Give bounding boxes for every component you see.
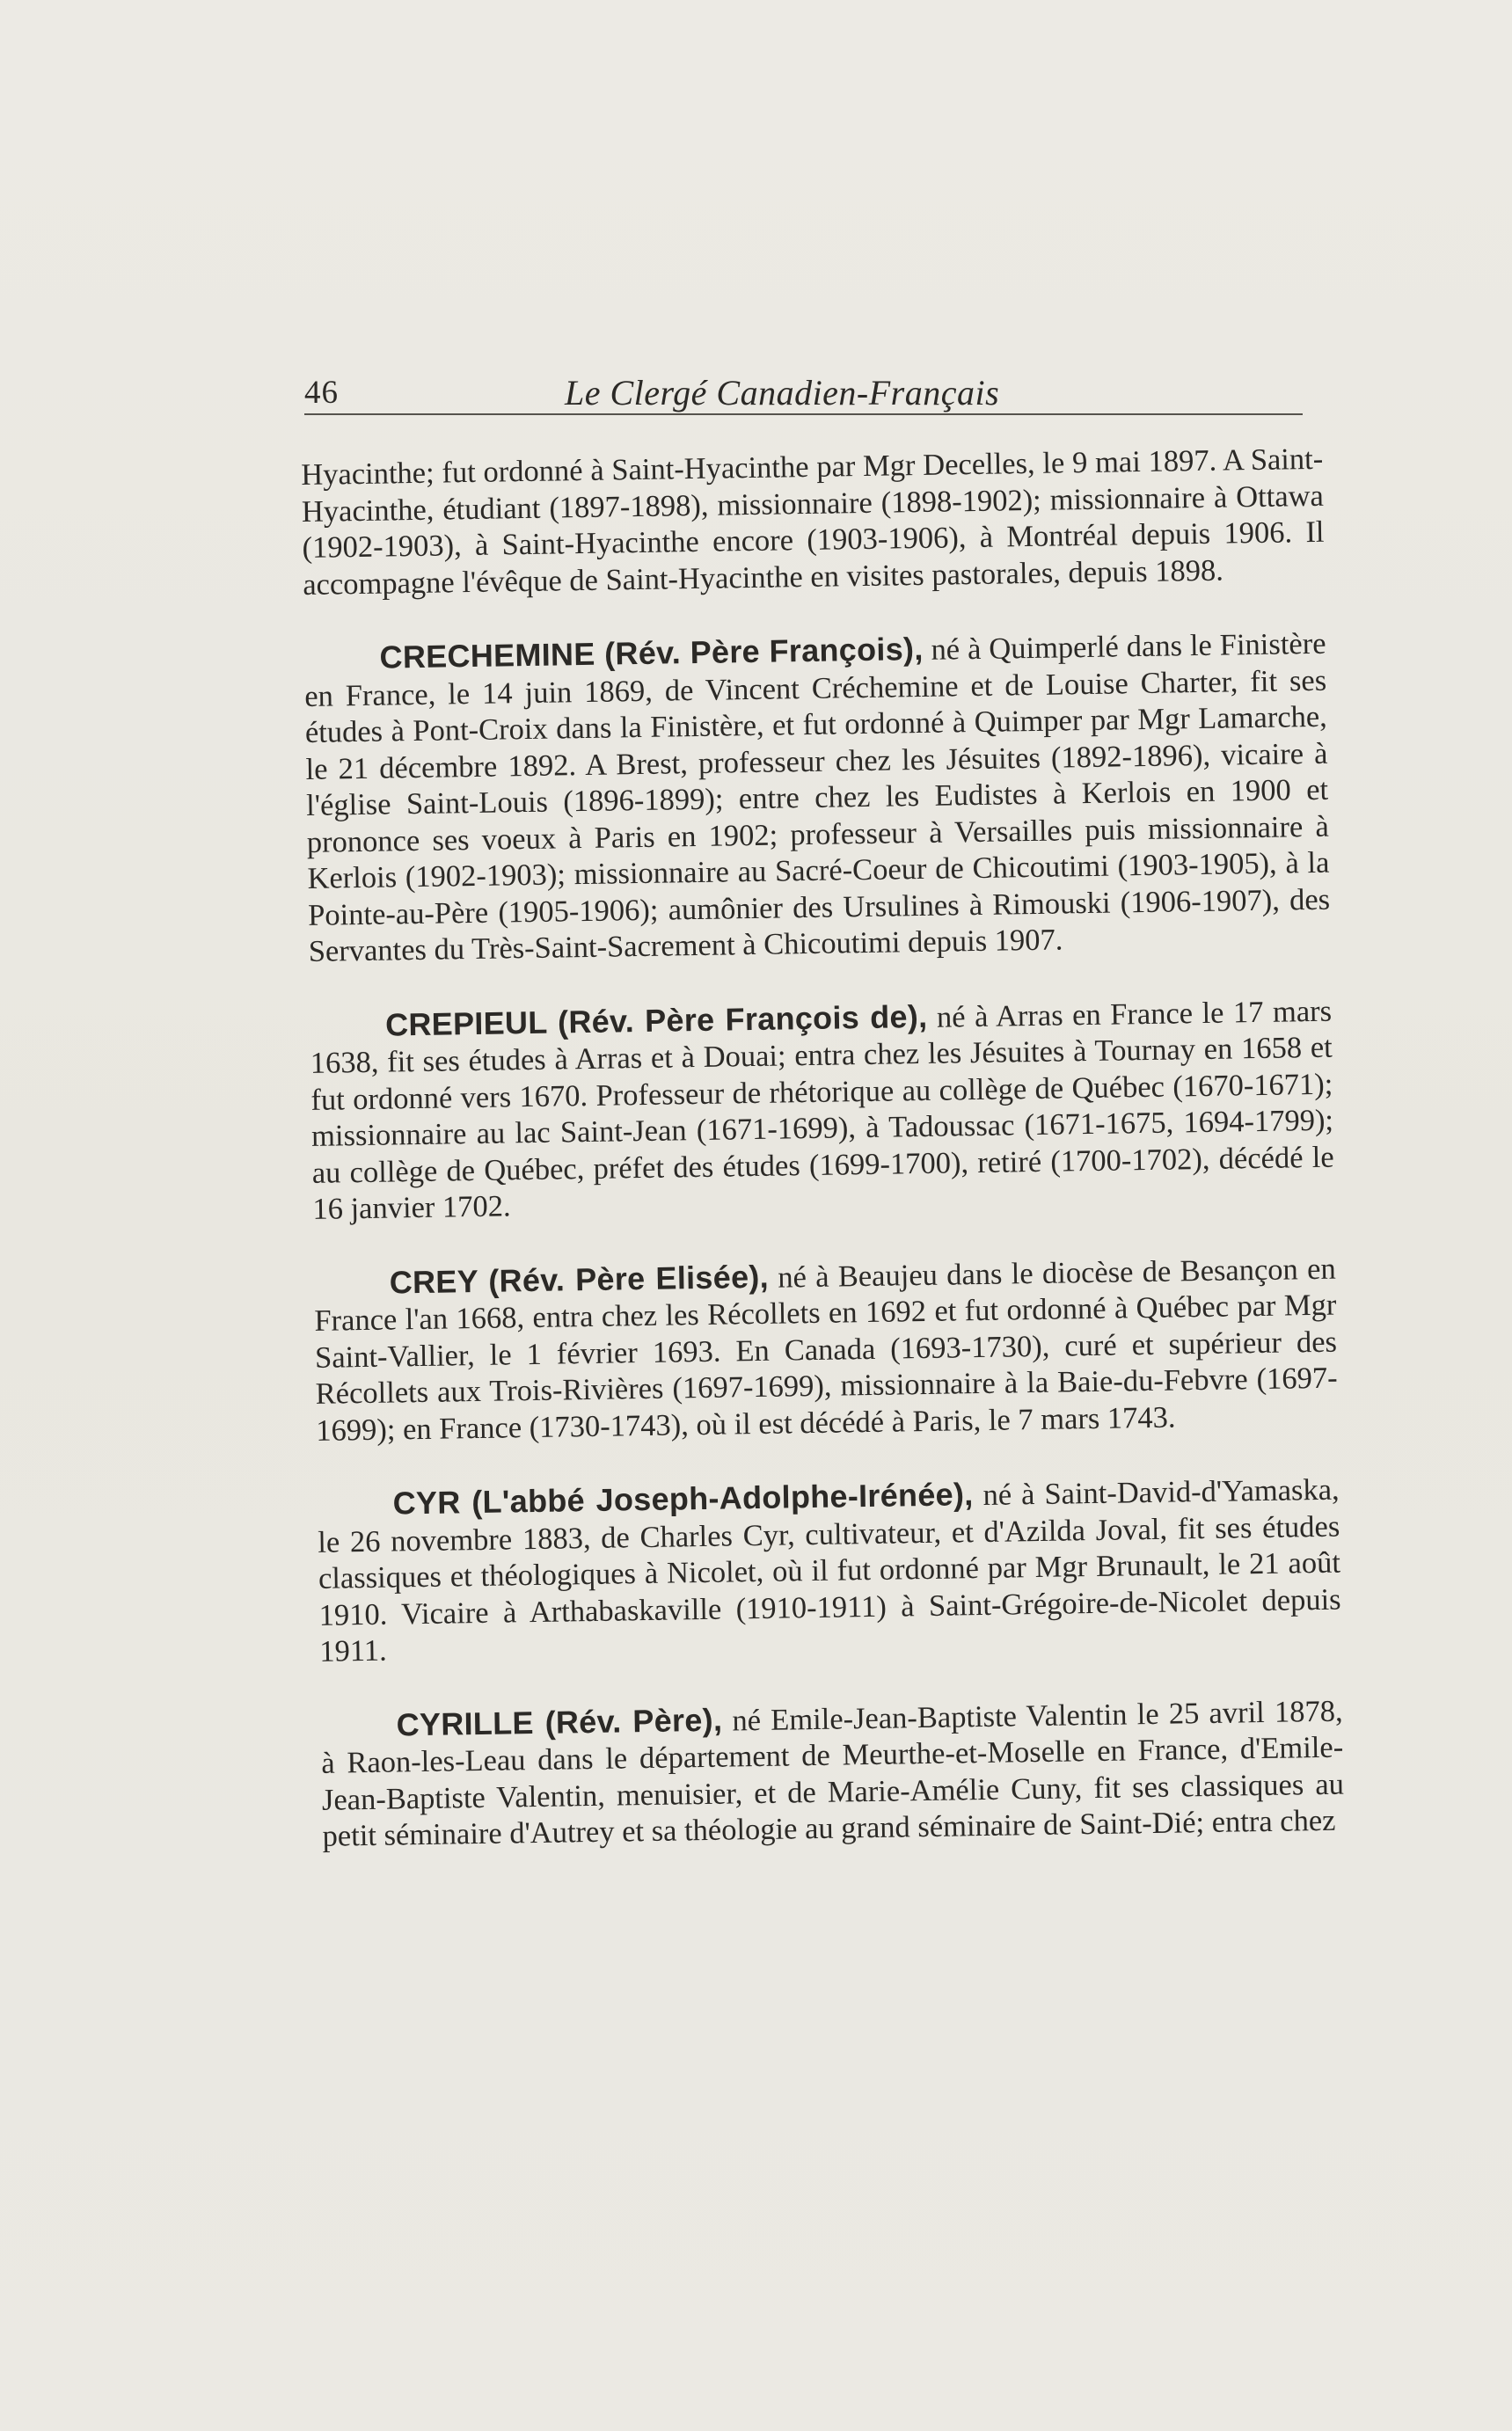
entry-crey [313, 1249, 1338, 1449]
entry-cyrille [320, 1691, 1344, 1855]
body-text [301, 442, 1345, 1856]
entry-crepieul [310, 991, 1335, 1228]
entry-name: CREPIEUL (Rév. Père François de), [384, 997, 928, 1043]
page-header [304, 365, 1303, 418]
entry-name: CRECHEMINE (Rév. Père François), [379, 630, 924, 675]
header-rule [304, 413, 1303, 415]
entry-text: né à Arras en France le 17 mars 1638, fit ses études à Arras et à Douai; entra chez les Jésuites à Tournay en 1658 et fut ordonné vers 1670. Professeur de rhétorique au collège de Québec (1670-1671); missionnaire au lac Saint-Jean (1671-1699), à Tadoussac (1671-1675, 1694-1799); au collège de Québec, préfet des études (1699-1700), retiré (1700-1702), décédé le 16 janvier 1702. [310, 994, 1334, 1226]
entry-name: CYR (L'abbé Joseph-Adolphe-Irénée), [392, 1476, 974, 1522]
entry-text: né à Beaujeu dans le diocèse de Besançon en France l'an 1668, entra chez les Récollets en 1692 et fut ordonné à Québec par Mgr Saint-Vallier, le 1 février 1693. En Canada (1693-1730), curé et supérieur des Récollets aux Trois-Rivières (1697-1699), missionnaire à la Baie-du-Febvre (1697-1699); en France (1730-1743), où il est décédé à Paris, le 7 mars 1743. [314, 1252, 1338, 1448]
entry-crechemine [303, 624, 1331, 971]
entry-name: CREY (Rév. Père Elisée), [389, 1258, 770, 1301]
entry-name: CYRILLE (Rév. Père), [396, 1701, 723, 1742]
entry-cyr [317, 1471, 1341, 1671]
entry-text: né à Quimperlé dans le Finistère en France, le 14 juin 1869, de Vincent Créchemine et de Louise Charter, fit ses études à Pont-Croix dans la Finistère, et fut ordonné à Quimper par Mgr Lamarche, le 21 décembre 1892. A Brest, professeur chez les Jésuites (1892-1896), vicaire à l'église Saint-Louis (1896-1899); entre chez les Eudistes à Kerlois en 1900 et prononce ses voeux à Paris en 1902; professeur à Versailles puis missionnaire à Kerlois (1902-1903); missionnaire au Sacré-Coeur de Chicoutimi (1903-1905), à la Pointe-au-Père (1905-1906); aumônier des Ursulines à Rimouski (1906-1907), des Servantes du Très-Saint-Sacrement à Chicoutimi depuis 1907. [303, 626, 1331, 968]
entry-text: né à Saint-David-d'Yamaska, le 26 novembre 1883, de Charles Cyr, cultivateur, et d'Azilda Joval, fit ses études classiques et théologiques à Nicolet, où il fut ordonné par Mgr Brunault, le 21 août 1910. Vicaire à Arthabaskaville (1910-1911) à Saint-Grégoire-de-Nicolet depuis 1911. [318, 1472, 1341, 1668]
page-number: 46 [304, 375, 339, 411]
continuation-paragraph: Hyacinthe; fut ordonné à Saint-Hyacinthe par Mgr Decelles, le 9 mai 1897. A Saint-Hyacinthe, étudiant (1897-1898), missionnaire (1898-1902); missionnaire à Ottawa (1902-1903), à Saint-Hyacinthe encore (1903-1906), à Montréal depuis 1906. Il accompagne l'évêque de Saint-Hyacinthe en visites pastorales, depuis 1898. [301, 442, 1325, 602]
running-title: Le Clergé Canadien-Français [565, 373, 1000, 412]
entry-text: né Emile-Jean-Baptiste Valentin le 25 avril 1878, à Raon-les-Leau dans le département de Meurthe-et-Moselle en France, d'Emile-Jean-Baptiste Valentin, menuisier, et de Marie-Amélie Cuny, fit ses classiques au petit séminaire d'Autrey et sa théologie au grand séminaire de Saint-Dié; entra chez [321, 1694, 1345, 1853]
